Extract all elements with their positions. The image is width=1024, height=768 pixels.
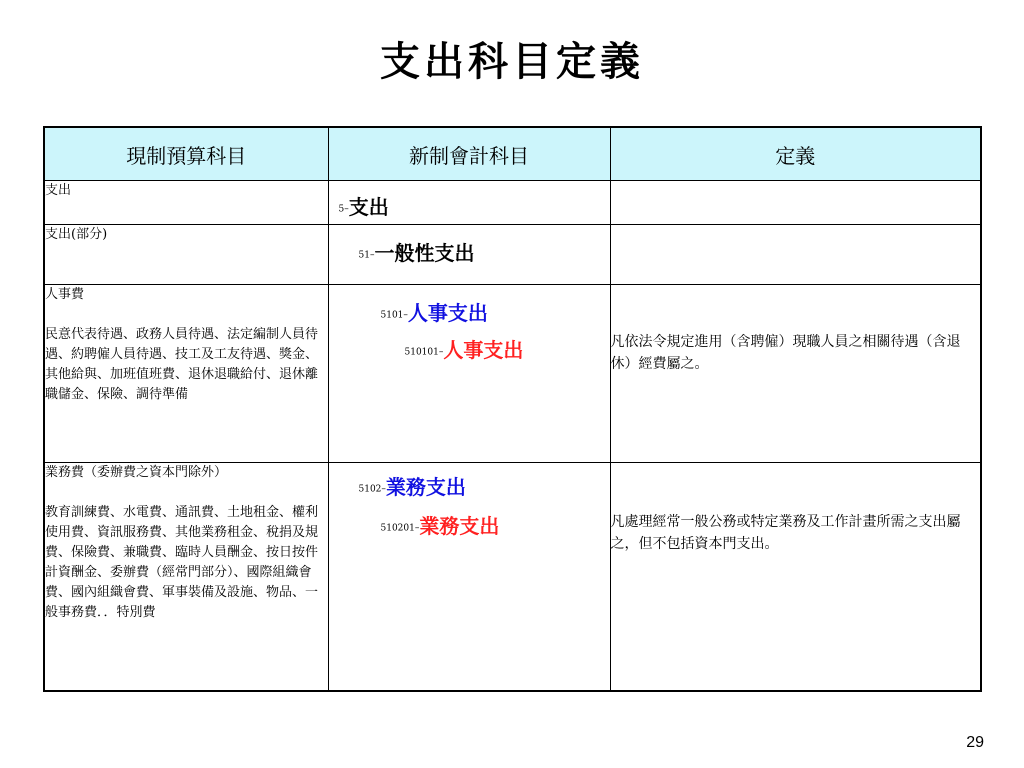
new-item-cell [328, 181, 610, 225]
account-code: 510101– [404, 347, 444, 358]
account-code: 510201– [380, 523, 420, 534]
current-item: 支出(部分) [44, 225, 328, 285]
current-item-detail: 民意代表待遇、政務人員待遇、法定編制人員待遇、約聘僱人員待遇、技工及工友待遇、獎金、其他給與、加班值班費、退休退職給付、退休離職儲金、保險、調待準備 [45, 327, 319, 402]
current-item: 支出 [44, 181, 328, 225]
account-name: 業務支出 [385, 475, 466, 499]
table-row [44, 181, 981, 225]
definition-cell: 凡處理經常一般公務或特定業務及工作計畫所需之支出屬之，但不包括資本門支出。 [610, 463, 981, 691]
table-row [44, 225, 981, 285]
account-code: 51– [358, 250, 375, 261]
page-number: 29 [966, 734, 984, 751]
definition-cell [610, 181, 981, 225]
account-code: 5102– [358, 484, 386, 495]
account-name: 人事支出 [443, 338, 524, 362]
account-code: 5– [338, 204, 349, 215]
new-item-cell [328, 463, 610, 691]
header-current-budget: 現制預算科目 [44, 127, 328, 181]
header-new-accounting: 新制會計科目 [328, 127, 610, 181]
account-name: 一般性支出 [374, 241, 475, 265]
account-name: 人事支出 [407, 301, 488, 325]
new-item-cell [328, 285, 610, 463]
definition-cell [610, 225, 981, 285]
table-row [44, 285, 981, 463]
current-item: 業務費（委辦費之資本門除外） [45, 465, 228, 480]
account-name: 支出 [348, 195, 389, 219]
definition-table [43, 126, 982, 692]
account-name: 業務支出 [419, 514, 500, 538]
definition-cell: 凡依法令規定進用（含聘僱）現職人員之相關待遇（含退休）經費屬之。 [610, 285, 981, 463]
account-code: 5101– [380, 310, 408, 321]
table-row [44, 463, 981, 691]
header-definition: 定義 [610, 127, 981, 181]
current-item-cell [44, 463, 328, 691]
slide-title: 支出科目定義 [380, 38, 644, 85]
table-header-row [44, 127, 981, 181]
current-item: 人事費 [45, 287, 85, 302]
new-item-cell [328, 225, 610, 285]
current-item-cell [44, 285, 328, 463]
current-item-detail: 教育訓練費、水電費、通訊費、土地租金、權利使用費、資訊服務費、其他業務租金、稅捐及規費、保險費、兼職費、臨時人員酬金、按日按件計資酬金、委辦費（經常門部分）、國際組織會費、國內組織會費、軍事裝備及設施、物品、一般事務費．．特別費 [45, 505, 319, 620]
